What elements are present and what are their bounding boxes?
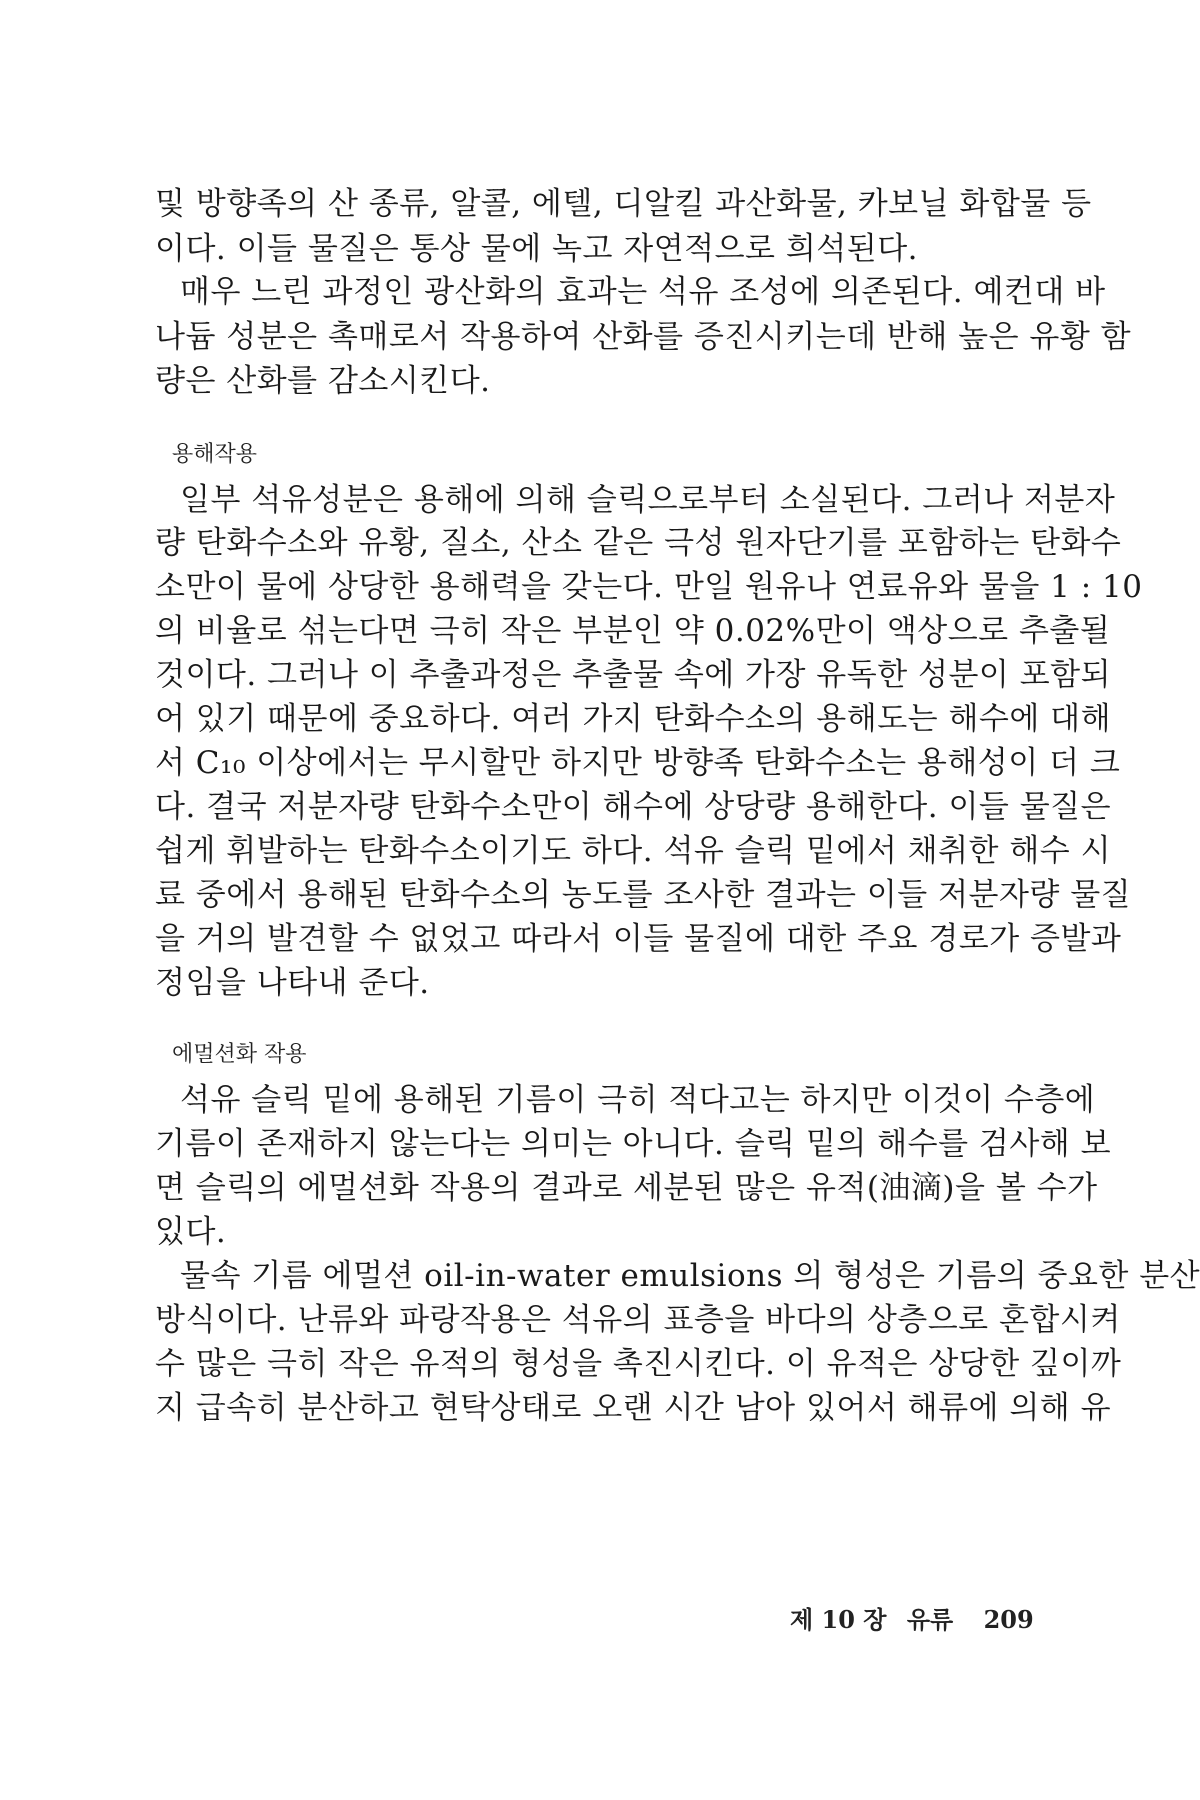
text-line: 이다. 이들 물질은 통상 물에 녹고 자연적으로 희석된다. (155, 231, 918, 267)
text-line: 쉽게 휘발하는 탄화수소이기도 하다. 석유 슬릭 밑에서 채취한 해수 시 (155, 833, 1112, 869)
text-line: 소만이 물에 상당한 용해력을 갖는다. 만일 원유나 연료유와 물을 1 : 10 (155, 569, 1143, 605)
text-line: 수 많은 극히 작은 유적의 형성을 촉진시킨다. 이 유적은 상당한 깊이까 (155, 1346, 1122, 1382)
text-line: 료 중에서 용해된 탄화수소의 농도를 조사한 결과는 이들 저분자량 물질 (155, 877, 1132, 913)
text-line: 량은 산화를 감소시킨다. (155, 363, 491, 399)
text-line: 매우 느린 과정인 광산화의 효과는 석유 조성에 의존된다. 예컨대 바 (180, 274, 1106, 310)
page-number: 209 (983, 1605, 1034, 1634)
chapter-title: 유류 (906, 1605, 954, 1634)
text-line: 및 방향족의 산 종류, 알콜, 에텔, 디알킬 과산화물, 카보닐 화합물 등 (155, 186, 1092, 222)
text-line: 을 거의 발견할 수 없었고 따라서 이들 물질에 대한 주요 경로가 증발과 (155, 921, 1122, 957)
text-line: 것이다. 그러나 이 추출과정은 추출물 속에 가장 유독한 성분이 포함되 (155, 657, 1112, 693)
text-line: 의 비율로 섞는다면 극히 작은 부분인 약 0.02%만이 액상으로 추출될 (155, 613, 1111, 649)
section-heading: 용해작용 (172, 442, 258, 467)
section-heading: 에멀션화 작용 (172, 1042, 307, 1067)
text-line: 일부 석유성분은 용해에 의해 슬릭으로부터 소실된다. 그러나 저분자 (180, 482, 1116, 518)
text-line: 어 있기 때문에 중요하다. 여러 가지 탄화수소의 용해도는 해수에 대해 (155, 701, 1112, 737)
text-line: 량 탄화수소와 유황, 질소, 산소 같은 극성 원자단기를 포함하는 탄화수 (155, 525, 1122, 561)
chapter-label: 제 10 장 (790, 1605, 887, 1634)
text-line: 물속 기름 에멀션 oil-in-water emulsions 의 형성은 기름의 중요한 분산 (180, 1258, 1200, 1294)
text-line: 서 C₁₀ 이상에서는 무시할만 하지만 방향족 탄화수소는 용해성이 더 크 (155, 745, 1121, 781)
text-line: 석유 슬릭 밑에 용해된 기름이 극히 적다고는 하지만 이것이 수층에 (180, 1082, 1096, 1118)
page-footer (790, 1604, 1046, 1636)
text-line: 면 슬릭의 에멀션화 작용의 결과로 세분된 많은 유적(油滴)을 볼 수가 (155, 1170, 1098, 1206)
text-line: 기름이 존재하지 않는다는 의미는 아니다. 슬릭 밑의 해수를 검사해 보 (155, 1126, 1112, 1162)
text-line: 나듐 성분은 촉매로서 작용하여 산화를 증진시키는데 반해 높은 유황 함 (155, 319, 1132, 355)
text-line: 지 급속히 분산하고 현탁상태로 오랜 시간 남아 있어서 해류에 의해 유 (155, 1390, 1112, 1426)
text-line: 정임을 나타내 준다. (155, 965, 430, 1001)
text-line: 방식이다. 난류와 파랑작용은 석유의 표층을 바다의 상층으로 혼합시켜 (155, 1302, 1121, 1338)
text-line: 있다. (155, 1214, 227, 1250)
text-line: 다. 결국 저분자량 탄화수소만이 해수에 상당량 용해한다. 이들 물질은 (155, 789, 1112, 825)
